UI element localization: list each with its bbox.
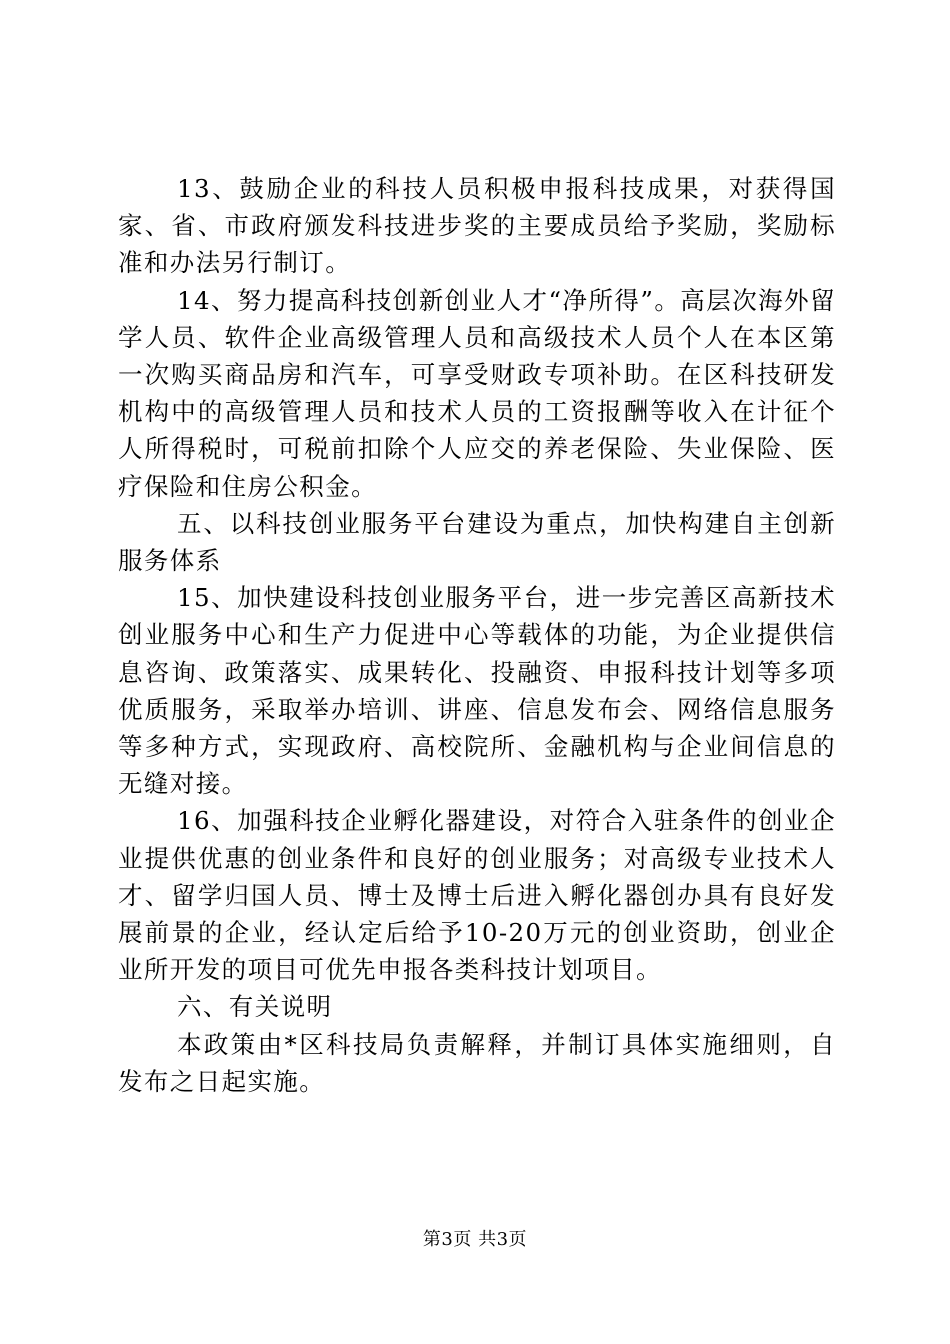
section-heading-six: 六、有关说明 xyxy=(177,992,333,1022)
paragraph-13-science-achievement-awards: 13、鼓励企业的科技人员积极申报科技成果，对获得国家、省、市政府颁发科技进步奖的主要成员给予奖励，奖励标准和办法另行制订。 xyxy=(118,174,836,278)
document-body xyxy=(118,170,836,1100)
section-heading-five: 五、以科技创业服务平台建设为重点，加快构建自主创新服务体系 xyxy=(118,508,836,576)
paragraph-15-service-platform: 15、加快建设科技创业服务平台，进一步完善区高新技术创业服务中心和生产力促进中心等载体的功能，为企业提供信息咨询、政策落实、成果转化、投融资、申报科技计划等多项优质服务，采取举办培训、讲座、信息发布会、网络信息服务等多种方式，实现政府、高校院所、金融机构与企业间信息的无缝对接。 xyxy=(118,583,836,799)
paragraph-policy-explanation: 本政策由*区科技局负责解释，并制订具体实施细则，自发布之日起实施。 xyxy=(118,1029,836,1096)
page-footer: 第3页 共3页 xyxy=(422,1229,528,1250)
paragraph-16-incubator: 16、加强科技企业孵化器建设，对符合入驻条件的创业企业提供优惠的创业条件和良好的创业服务；对高级专业技术人才、留学归国人员、博士及博士后进入孵化器创办具有良好发展前景的企业，经认定后给予10-20万元的创业资助，创业企业所开发的项目可优先申报各类科技计划项目。 xyxy=(118,806,836,985)
paragraph-14-talent-net-income: 14、努力提高科技创新创业人才“净所得”。高层次海外留学人员、软件企业高级管理人员和高级技术人员个人在本区第一次购买商品房和汽车，可享受财政专项补助。在区科技研发机构中的高级管理人员和技术人员的工资报酬等收入在计征个人所得税时，可税前扣除个人应交的养老保险、失业保险、医疗保险和住房公积金。 xyxy=(118,285,836,501)
